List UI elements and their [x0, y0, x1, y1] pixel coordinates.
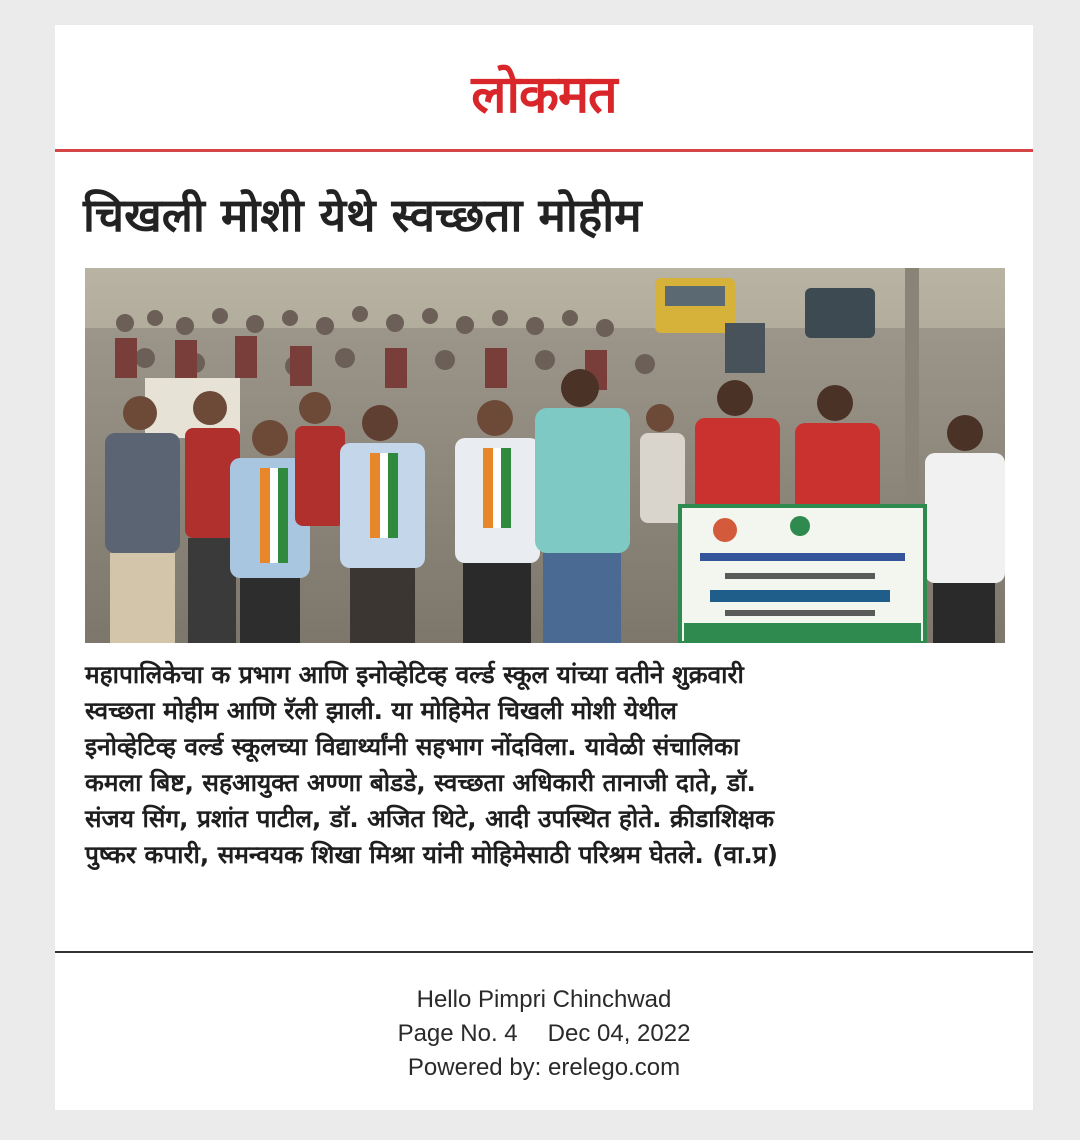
- article-line: संजय सिंग, प्रशांत पाटील, डॉ. अजित थिटे, आदी उपस्थित होते. क्रीडाशिक्षक: [85, 804, 775, 833]
- article-line: स्वच्छता मोहीम आणि रॅली झाली. या मोहिमेत चिखली मोशी येथील: [85, 696, 677, 725]
- newspaper-clipping: [55, 25, 1033, 1110]
- masthead: [55, 25, 1033, 150]
- article-body: [85, 657, 1015, 873]
- article-line: महापालिकेचा क प्रभाग आणि इनोव्हेटिव्ह वर्ल्ड स्कूल यांच्या वतीने शुक्रवारी: [85, 660, 744, 689]
- footer: [55, 983, 1033, 1085]
- footer-divider: [55, 951, 1033, 953]
- article-headline: चिखली मोशी येथे स्वच्छता मोहीम: [83, 188, 642, 242]
- page-number: Page No. 4: [397, 1020, 518, 1047]
- rally-photo: [85, 268, 1005, 643]
- publish-date: Dec 04, 2022: [547, 1020, 691, 1047]
- edition-name: Hello Pimpri Chinchwad: [416, 986, 672, 1013]
- article-line: कमला बिष्ट, सहआयुक्त अण्णा बोडडे, स्वच्छता अधिकारी तानाजी दाते, डॉ.: [85, 768, 756, 797]
- article-line: पुष्कर कपारी, समन्वयक शिखा मिश्रा यांनी मोहिमेसाठी परिश्रम घेतले. (वा.प्र): [85, 840, 778, 869]
- powered-by: Powered by: erelego.com: [407, 1054, 681, 1081]
- lokmat-logo: लोकमत: [471, 65, 617, 125]
- article-line: इनोव्हेटिव्ह वर्ल्ड स्कूलच्या विद्यार्थ्यांनी सहभाग नोंदविला. यावेळी संचालिका: [85, 732, 740, 761]
- masthead-divider: [55, 149, 1033, 152]
- page-info: [55, 1017, 1033, 1051]
